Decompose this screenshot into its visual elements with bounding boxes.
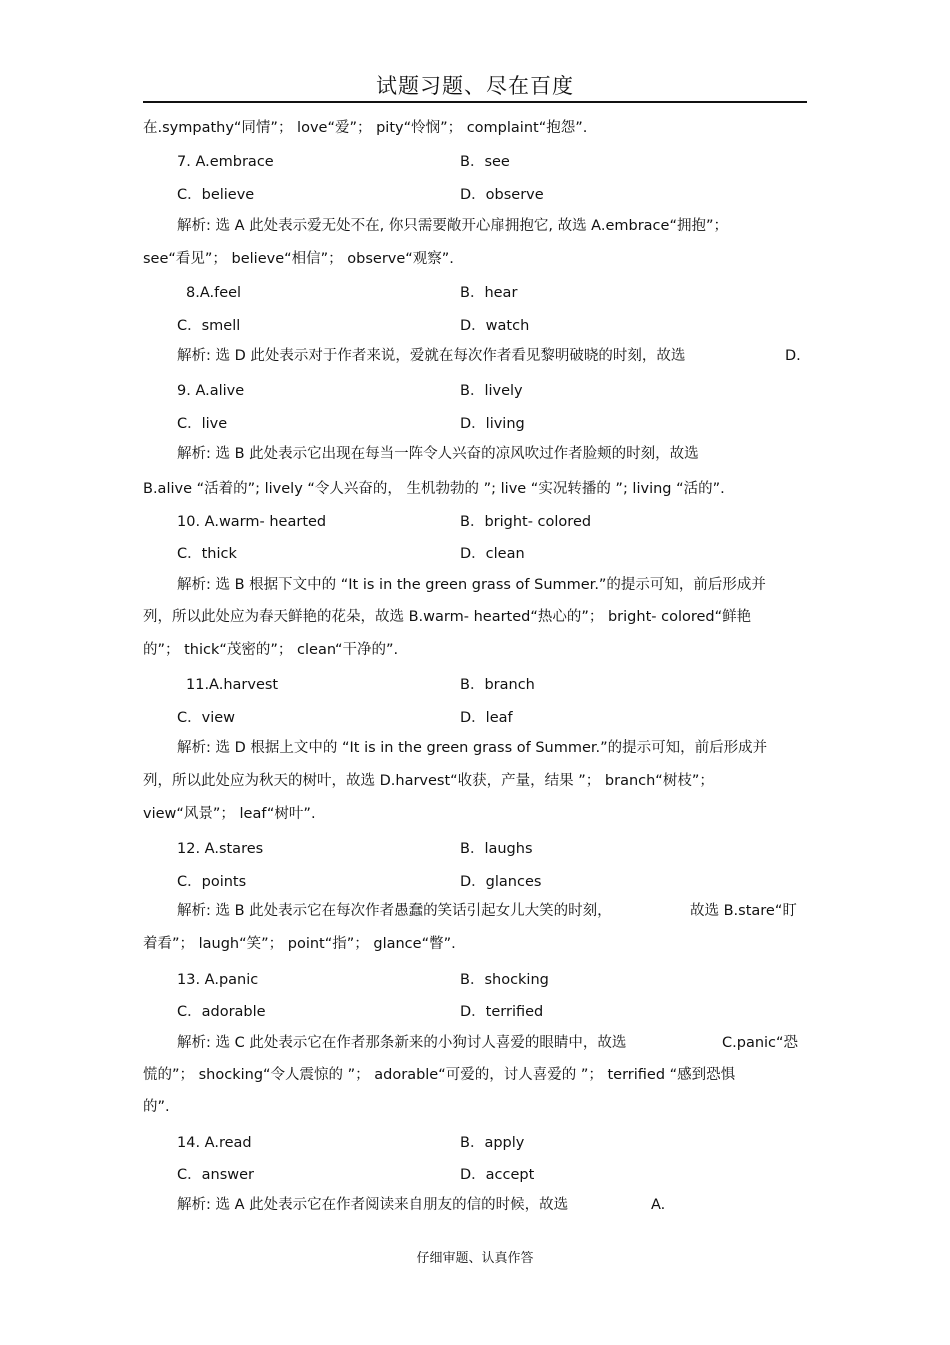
text-line: B．apply: [460, 1135, 525, 1151]
text-line: B．lively: [460, 383, 523, 399]
header-divider: [143, 101, 807, 103]
text-line: view“风景”； leaf“树叶”.: [143, 806, 316, 822]
text-line: 解析: 选 D 此处表示对于作者来说，爱就在每次作者看见黎明破晓的时刻，故选: [177, 348, 686, 364]
text-line: A.: [651, 1197, 666, 1213]
text-line: 10. A.warm- hearted: [177, 514, 327, 530]
text-line: C．thick: [177, 546, 237, 562]
text-line: C．view: [177, 710, 236, 726]
text-line: see“看见”； believe“相信”； observe“观察”.: [143, 251, 454, 267]
text-line: 9. A.alive: [177, 383, 245, 399]
page-header-title: 试题习题、尽在百度: [376, 74, 574, 98]
text-line: 解析: 选 B 根据下文中的 “It is in the green grass of Summer.”的提示可知，前后形成并: [177, 577, 766, 593]
text-line: 故选 B.stare“盯: [690, 903, 797, 919]
text-line: 在.sympathy“同情”； love“爱”； pity“怜悯”； complaint“抱怨”.: [143, 120, 588, 136]
text-line: D．clean: [460, 546, 525, 562]
text-line: 12. A.stares: [177, 841, 264, 857]
text-line: 解析: 选 C 此处表示它在作者那条新来的小狗讨人喜爱的眼睛中，故选: [177, 1035, 627, 1051]
text-line: 11.A.harvest: [186, 677, 279, 693]
text-line: C．smell: [177, 318, 241, 334]
text-line: C．answer: [177, 1167, 254, 1183]
text-line: 着看”； laugh“笑”； point“指”； glance“瞥”.: [143, 936, 456, 952]
text-line: B．shocking: [460, 972, 549, 988]
text-line: 解析: 选 B 此处表示它在每次作者愚蠢的笑话引起女儿大笑的时刻，: [177, 903, 612, 919]
text-line: C.panic“恐: [722, 1035, 799, 1051]
text-line: B．hear: [460, 285, 518, 301]
text-line: 解析: 选 A 此处表示它在作者阅读来自朋友的信的时候，故选: [177, 1197, 569, 1213]
text-line: C．adorable: [177, 1004, 266, 1020]
text-line: B.alive “活着的”; lively “令人兴奋的， 生机勃勃的 ”; live “实况转播的 ”; living “活的”.: [143, 481, 725, 497]
text-line: C．points: [177, 874, 247, 890]
text-line: 8.A.feel: [186, 285, 242, 301]
text-line: D．accept: [460, 1167, 535, 1183]
text-line: C．live: [177, 416, 228, 432]
text-line: 解析: 选 B 此处表示它出现在每当一阵令人兴奋的凉风吹过作者脸颊的时刻，故选: [177, 446, 699, 462]
text-line: D．observe: [460, 187, 544, 203]
text-line: 13. A.panic: [177, 972, 259, 988]
text-line: 列，所以此处应为春天鲜艳的花朵，故选 B.warm- hearted“热心的”； bright- colored“鲜艳: [143, 609, 752, 625]
text-line: D．living: [460, 416, 525, 432]
text-line: 慌的”； shocking“令人震惊的 ”； adorable“可爱的，讨人喜爱的 ”； terrified “感到恐惧: [143, 1067, 736, 1083]
text-line: D．leaf: [460, 710, 513, 726]
text-line: 的”.: [143, 1099, 170, 1115]
text-line: D．terrified: [460, 1004, 544, 1020]
text-line: D.: [785, 348, 801, 364]
text-line: C．believe: [177, 187, 255, 203]
text-line: 的”； thick“茂密的”； clean“干净的”.: [143, 642, 399, 658]
text-line: B．see: [460, 154, 510, 170]
text-line: 解析: 选 D 根据上文中的 “It is in the green grass of Summer.”的提示可知，前后形成并: [177, 740, 768, 756]
text-line: 14. A.read: [177, 1135, 252, 1151]
text-line: B．bright- colored: [460, 514, 592, 530]
text-line: D．watch: [460, 318, 530, 334]
text-line: B．laughs: [460, 841, 533, 857]
text-line: 解析: 选 A 此处表示爱无处不在, 你只需要敞开心扉拥抱它, 故选 A.embrace“拥抱”；: [177, 218, 728, 234]
text-line: B．branch: [460, 677, 535, 693]
text-line: 列，所以此处应为秋天的树叶，故选 D.harvest“收获，产量，结果 ”； branch“树枝”；: [143, 773, 714, 789]
text-line: D．glances: [460, 874, 542, 890]
text-line: 7. A.embrace: [177, 154, 274, 170]
page-footer: 仔细审题、认真作答: [416, 1251, 534, 1266]
